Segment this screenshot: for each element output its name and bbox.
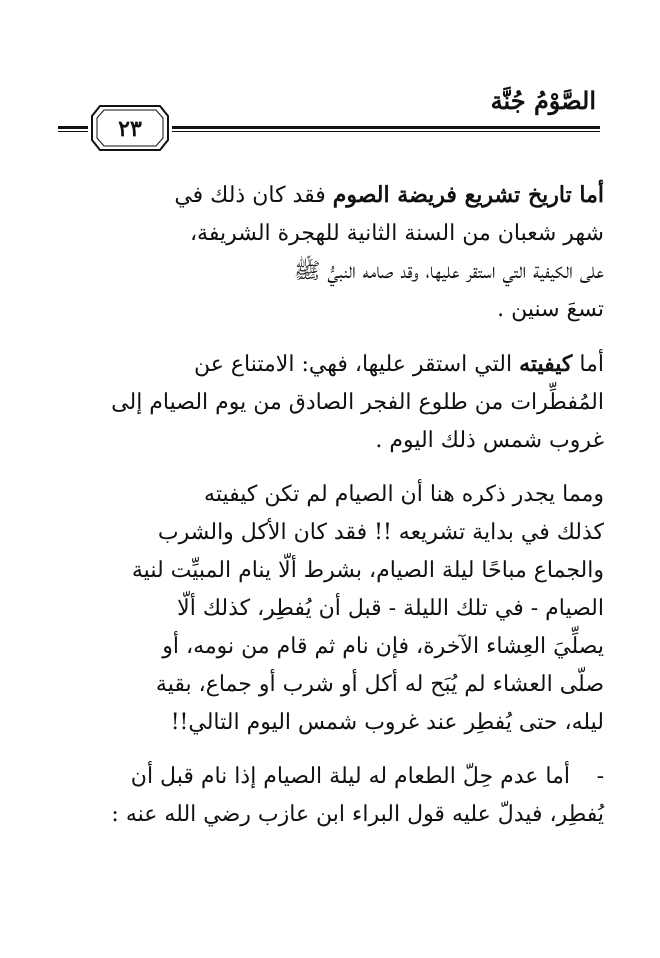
paragraph-2 — [52, 345, 604, 460]
text-line: على الكيفية التي استقر عليها، وقد صامه النبيُّ ﷺ — [293, 259, 604, 284]
text-line: ليله، حتى يُفطِر عند غروب شمس اليوم التالي!! — [170, 710, 604, 735]
text-line: غروب شمس ذلك اليوم . — [375, 428, 604, 453]
text-line — [52, 345, 604, 384]
paragraph-3 — [52, 476, 604, 742]
text-line: كذلك في بداية تشريعه !! فقد كان الأكل والشرب — [157, 520, 604, 545]
line-text: أما عدم حِلّ الطعام له ليلة الصيام إذا نام قبل أن — [130, 764, 570, 789]
text-line: المُفطِّرات من طلوع الفجر الصادق من يوم الصيام إلى — [111, 390, 604, 415]
text-line: الصيام - في تلك الليلة - قبل أن يُفطِر، كذلك ألّا — [177, 596, 604, 621]
body-text — [52, 176, 604, 834]
bullet-dash: - — [596, 764, 604, 789]
line-prefix: أما — [572, 352, 604, 377]
text-line: صلّى العشاء لم يُبَح له أكل أو شرب أو جماع، بقية — [155, 672, 604, 697]
text-line: تسعَ سنين . — [497, 297, 604, 322]
running-header-title: الصَّوْمُ جُنَّة — [490, 86, 596, 115]
page-number-badge — [88, 102, 172, 154]
line-text: فقد كان ذلك في — [174, 183, 333, 208]
paragraph-gap — [52, 329, 604, 345]
text-line: يُفطِر، فيدلّ عليه قول البراء ابن عازب رضي الله عنه : — [111, 802, 604, 827]
paragraph-1 — [52, 176, 604, 329]
bullet-paragraph — [52, 758, 604, 834]
bold-phrase: كيفيته — [519, 351, 573, 377]
text-line: شهر شعبان من السنة الثانية للهجرة الشريفة، — [189, 221, 604, 246]
text-line: ومما يجدر ذكره هنا أن الصيام لم تكن كيفيته — [204, 482, 604, 507]
line-text: التي استقر عليها، فهي: الامتناع عن — [194, 352, 520, 377]
text-line — [52, 758, 604, 796]
text-line — [52, 176, 604, 215]
text-line: يصلِّيَ العِشاء الآخرة، فإن نام ثم قام من نومه، أو — [162, 634, 604, 659]
paragraph-gap — [52, 460, 604, 476]
paragraph-gap — [52, 742, 604, 758]
page-number: ٢٣ — [118, 116, 142, 142]
text-line: والجماع مباحًا ليلة الصيام، بشرط ألّا ينام المبيِّت لنية — [131, 558, 604, 583]
bold-phrase: أما تاريخ تشريع فريضة الصوم — [332, 182, 604, 208]
